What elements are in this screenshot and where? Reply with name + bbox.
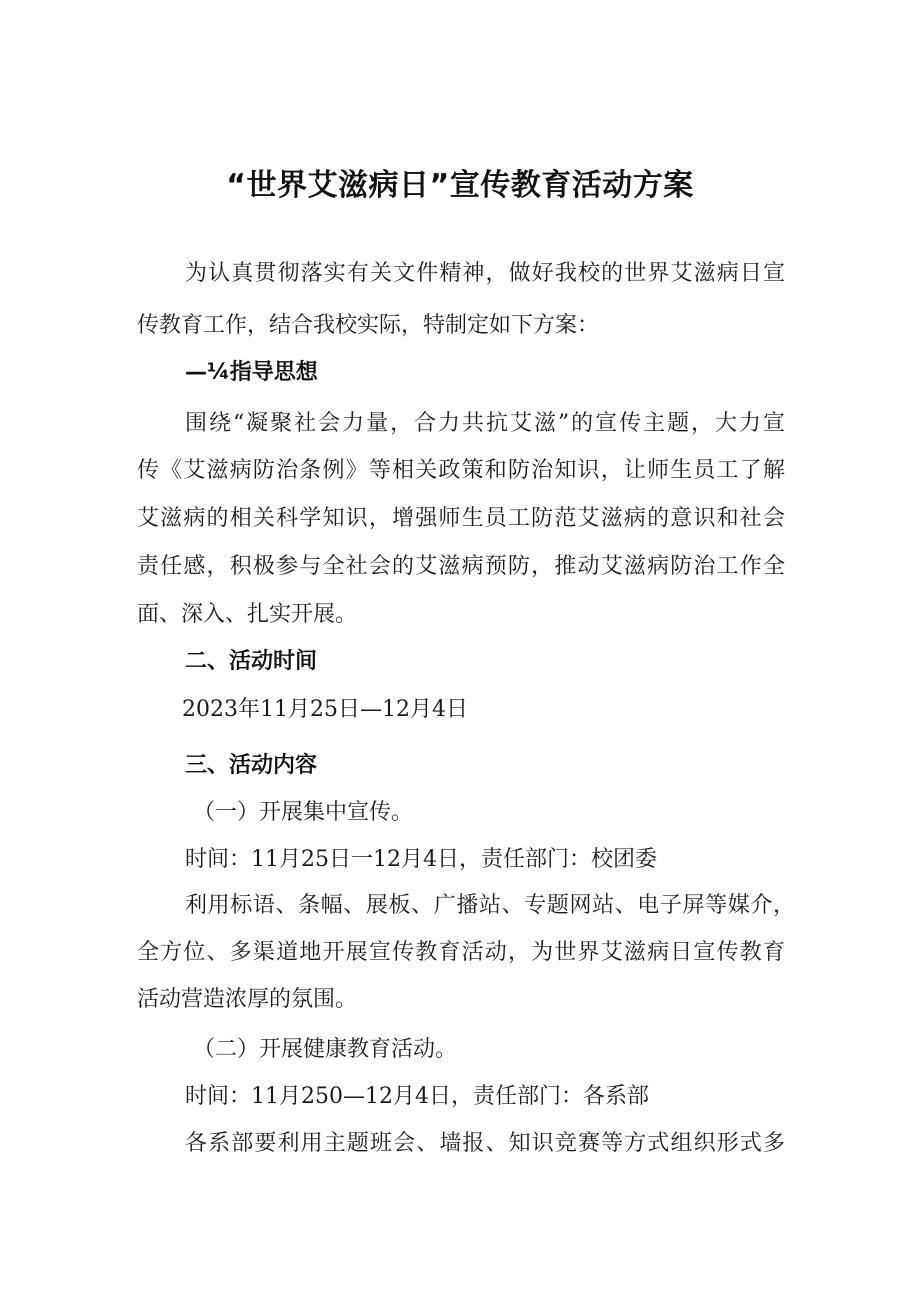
subsection-1-line-2: 全方位、多渠道地开展宣传教育活动，为世界艾滋病日宣传教育 [137,940,785,965]
subsection-1-heading: （一）开展集中宣传。 [193,800,414,825]
section-1-line-4: 责任感，积极参与全社会的艾滋病预防，推动艾滋病防治工作全 [137,554,785,579]
intro-line-2: 传教育工作，结合我校实际，特制定如下方案： [137,313,600,338]
subsection-2-line-1: 各系部要利用主题班会、墙报、知识竞赛等方式组织形式多 [185,1131,785,1156]
subsection-1-line-3: 活动营造浓厚的氛围。 [137,987,358,1012]
section-1-heading: —¼指导思想 [185,360,318,385]
section-1-line-1: 围绕“凝聚社会力量，合力共抗艾滋”的宣传主题，大力宣 [185,411,785,436]
subsection-2-heading: （二）开展健康教育活动。 [193,1037,458,1062]
section-3-heading: 三、活动内容 [185,753,318,778]
subsection-2-time: 时间：11月250—12月4日，责任部门：各系部 [185,1084,649,1109]
document-title: “世界艾滋病日”宣传教育活动方案 [226,168,694,203]
intro-line-1: 为认真贯彻落实有关文件精神，做好我校的世界艾滋病日宣 [185,261,785,286]
section-1-line-3: 艾滋病的相关科学知识，增强师生员工防范艾滋病的意识和社会 [137,506,785,531]
section-1-line-2: 传《艾滋病防治条例》等相关政策和防治知识，让师生员工了解 [137,458,785,483]
section-2-heading: 二、活动时间 [185,649,318,674]
subsection-1-line-1: 利用标语、条幅、展板、广播站、专题网站、电子屏等媒介， [185,893,795,918]
section-2-date: 2023年11月25日—12月4日 [182,697,468,722]
subsection-1-time: 时间：11月25日一12月4日，责任部门：校团委 [185,847,657,872]
section-1-line-5: 面、深入、扎实开展。 [137,602,358,627]
